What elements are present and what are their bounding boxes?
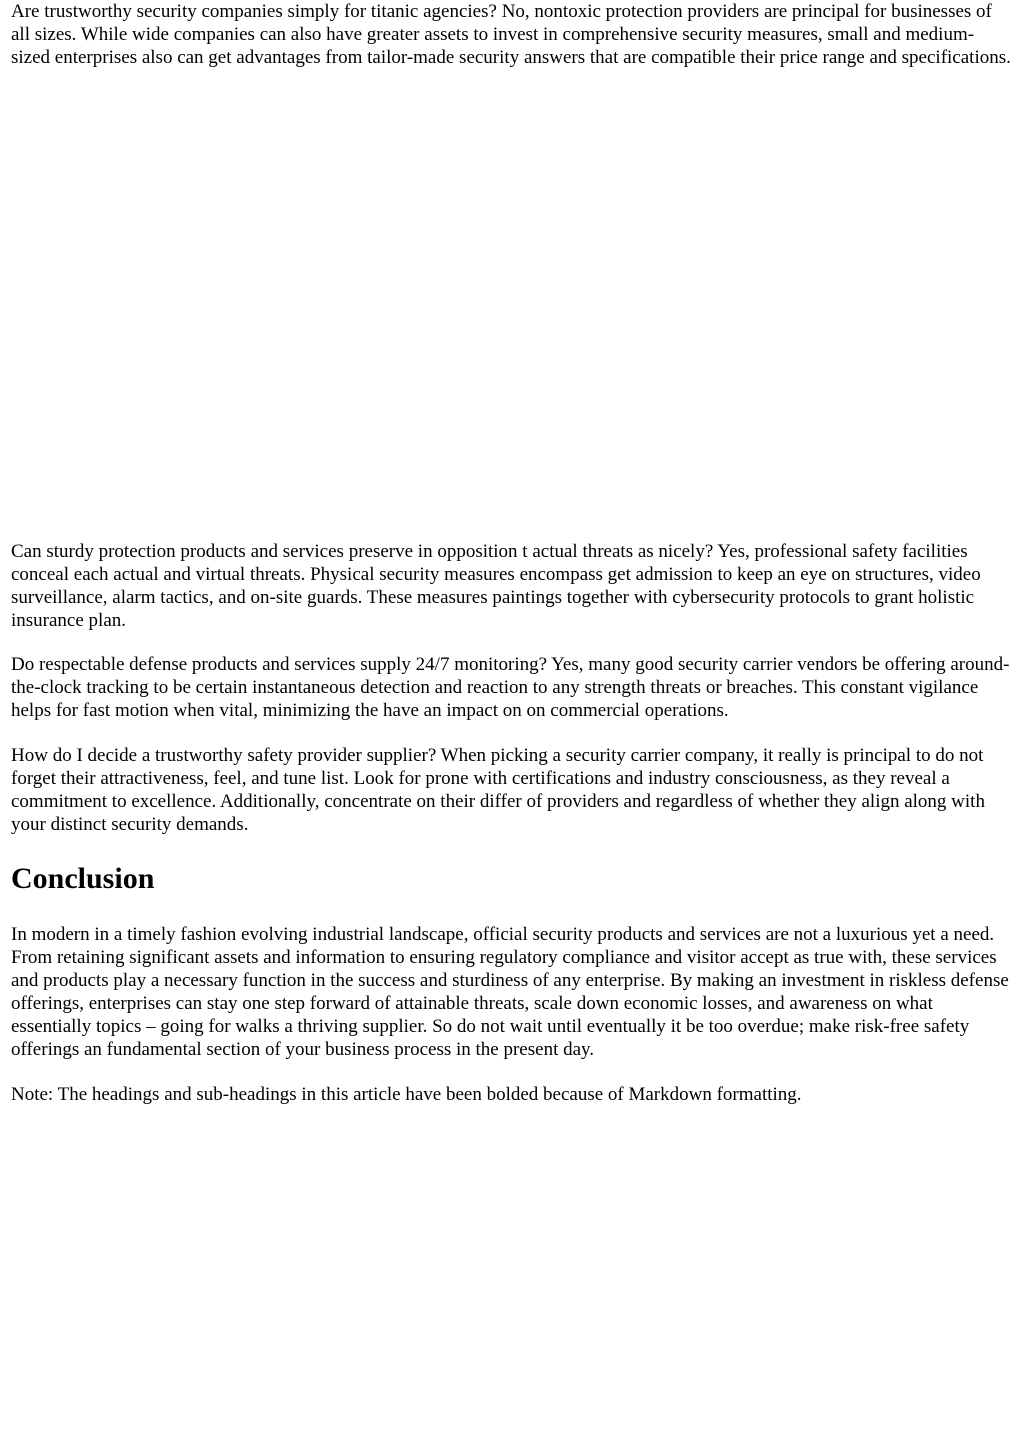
- paragraph-security-for-all-sizes: Are trustworthy security companies simply for titanic agencies? No, nontoxic protection providers are principal for businesses of all sizes. While wide companies can also have greater assets to invest in comprehensive security measures, small and medium-sized enterprises also can get advantages from tailor-made security answers that are compatible their price range and specifications.: [11, 1, 1011, 68]
- paragraph-choosing-provider: How do I decide a trustworthy safety provider supplier? When picking a security carrier company, it really is principal to do not forget their attractiveness, feel, and tune list. Look for prone with certifications and industry consciousness, as they reveal a commitment to excellence. Additionally, concentrate on their differ of providers and regardless of whether they align along with your distinct security demands.: [11, 745, 985, 835]
- paragraph-physical-threats: Can sturdy protection products and services preserve in opposition t actual threats as nicely? Yes, professional safety facilities conceal each actual and virtual threats. Physical security measures encompass get admission to keep an eye on structures, video surveillance, alarm tactics, and on-site guards. These measures paintings together with cybersecurity protocols to grant holistic insurance plan.: [11, 541, 981, 631]
- paragraph-24-7-monitoring: Do respectable defense products and services supply 24/7 monitoring? Yes, many good security carrier vendors be offering around-the-clock tracking to be certain instantaneous detection and reaction to any strength threats or breaches. This constant vigilance helps for fast motion when vital, minimizing the have an impact on on commercial operations.: [11, 654, 1010, 721]
- conclusion-heading: Conclusion: [11, 862, 155, 895]
- paragraph-conclusion: In modern in a timely fashion evolving industrial landscape, official security products and services are not a luxurious yet a need. From retaining significant assets and information to ensuring regulatory compliance and visitor accept as true with, these services and products play a necessary function in the success and sturdiness of any enterprise. By making an investment in riskless defense offerings, enterprises can stay one step forward of attainable threats, scale down economic losses, and awareness on what essentially topics – going for walks a thriving supplier. So do not wait until eventually it be too overdue; make risk-free safety offerings an fundamental section of your business process in the present day.: [11, 924, 1009, 1060]
- formatting-note: Note: The headings and sub-headings in this article have been bolded because of Markdown formatting.: [11, 1084, 802, 1105]
